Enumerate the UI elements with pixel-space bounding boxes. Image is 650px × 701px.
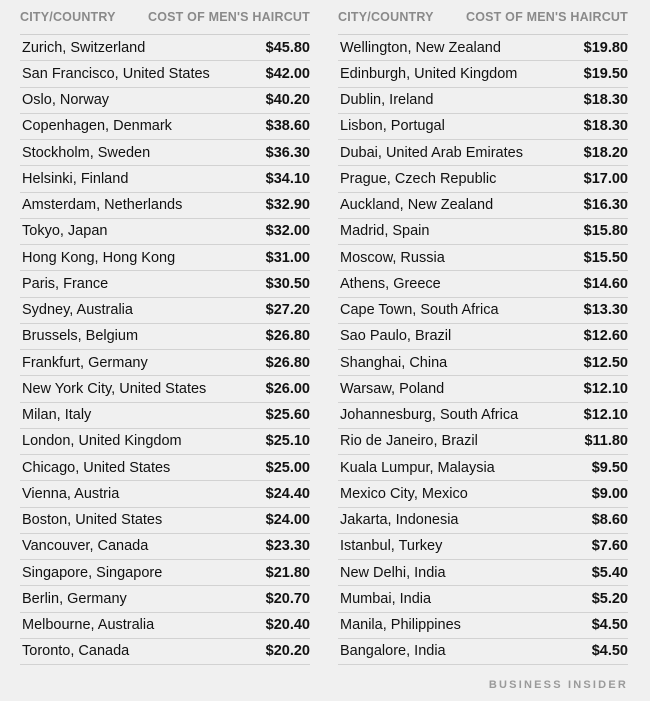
city-cell: Edinburgh, United Kingdom [340, 65, 518, 82]
price-cell: $25.10 [265, 433, 310, 450]
city-cell: Cape Town, South Africa [340, 302, 499, 319]
price-cell: $18.30 [583, 118, 628, 135]
table-row [20, 271, 310, 297]
price-cell: $36.30 [265, 144, 310, 161]
price-cell: $24.40 [265, 485, 310, 502]
city-cell: Paris, France [22, 275, 109, 292]
price-cell: $42.00 [265, 65, 310, 82]
table-row [338, 193, 628, 219]
price-cell: $18.20 [583, 144, 628, 161]
table-row [20, 140, 310, 166]
city-cell: Prague, Czech Republic [340, 170, 497, 187]
city-cell: Warsaw, Poland [340, 380, 445, 397]
price-cell: $21.80 [265, 564, 310, 581]
city-cell: Chicago, United States [22, 459, 171, 476]
price-cell: $12.10 [583, 380, 628, 397]
table-row [338, 639, 628, 665]
table-row [20, 114, 310, 140]
table-row [20, 61, 310, 87]
table-row [338, 35, 628, 61]
price-cell: $4.50 [591, 643, 628, 660]
table-header-right [338, 0, 628, 35]
price-cell: $20.20 [265, 643, 310, 660]
table-row [338, 298, 628, 324]
table-row [338, 166, 628, 192]
table-row [20, 508, 310, 534]
price-cell: $23.30 [265, 538, 310, 555]
city-cell: Madrid, Spain [340, 223, 430, 240]
table-row [338, 586, 628, 612]
city-cell: Zurich, Switzerland [22, 39, 146, 56]
price-cell: $12.50 [583, 354, 628, 371]
price-cell: $17.00 [583, 170, 628, 187]
city-cell: Singapore, Singapore [22, 564, 163, 581]
price-cell: $40.20 [265, 92, 310, 109]
price-cell: $32.00 [265, 223, 310, 240]
city-cell: Oslo, Norway [22, 92, 110, 109]
table-row [338, 140, 628, 166]
city-cell: Rio de Janeiro, Brazil [340, 433, 478, 450]
city-cell: Boston, United States [22, 512, 163, 529]
table-row [20, 88, 310, 114]
city-cell: Stockholm, Sweden [22, 144, 151, 161]
price-cell: $20.70 [265, 590, 310, 607]
city-cell: Lisbon, Portugal [340, 118, 445, 135]
city-cell: Helsinki, Finland [22, 170, 129, 187]
price-cell: $12.10 [583, 407, 628, 424]
table-row [20, 324, 310, 350]
table-row [20, 586, 310, 612]
price-cell: $31.00 [265, 249, 310, 266]
table-row [20, 560, 310, 586]
table-row [20, 534, 310, 560]
table-row [338, 324, 628, 350]
city-cell: Jakarta, Indonesia [340, 512, 459, 529]
table-row [20, 481, 310, 507]
city-column-header: CITY/COUNTRY [20, 10, 116, 24]
city-cell: San Francisco, United States [22, 65, 210, 82]
city-cell: Mumbai, India [340, 590, 432, 607]
city-cell: Melbourne, Australia [22, 617, 155, 634]
price-cell: $12.60 [583, 328, 628, 345]
city-column-header: CITY/COUNTRY [338, 10, 434, 24]
table-row [20, 245, 310, 271]
table-row [20, 613, 310, 639]
table-row [20, 298, 310, 324]
price-cell: $9.50 [591, 459, 628, 476]
table-row [20, 193, 310, 219]
table-row [20, 219, 310, 245]
table-row [338, 245, 628, 271]
price-cell: $5.20 [591, 590, 628, 607]
city-cell: New Delhi, India [340, 564, 446, 581]
table-row [338, 455, 628, 481]
price-cell: $16.30 [583, 197, 628, 214]
table-row [338, 560, 628, 586]
city-cell: Wellington, New Zealand [340, 39, 501, 56]
table-row [20, 35, 310, 61]
city-cell: Mexico City, Mexico [340, 485, 468, 502]
table-row [20, 403, 310, 429]
price-cell: $15.50 [583, 249, 628, 266]
table-row [338, 219, 628, 245]
table-row [338, 403, 628, 429]
city-cell: London, United Kingdom [22, 433, 182, 450]
price-cell: $8.60 [591, 512, 628, 529]
price-cell: $27.20 [265, 302, 310, 319]
city-cell: Copenhagen, Denmark [22, 118, 172, 135]
price-cell: $30.50 [265, 275, 310, 292]
city-cell: Amsterdam, Netherlands [22, 197, 183, 214]
price-cell: $19.50 [583, 65, 628, 82]
price-cell: $11.80 [584, 433, 628, 450]
table-row [338, 61, 628, 87]
price-cell: $14.60 [583, 275, 628, 292]
price-cell: $38.60 [265, 118, 310, 135]
city-cell: Dublin, Ireland [340, 92, 434, 109]
city-cell: Istanbul, Turkey [340, 538, 443, 555]
price-cell: $13.30 [583, 302, 628, 319]
table-left [20, 0, 310, 665]
price-cell: $19.80 [583, 39, 628, 56]
price-cell: $4.50 [591, 617, 628, 634]
table-row [20, 376, 310, 402]
city-cell: Athens, Greece [340, 275, 441, 292]
table-row [20, 429, 310, 455]
city-cell: Bangalore, India [340, 643, 446, 660]
table-row [338, 114, 628, 140]
table-row [338, 613, 628, 639]
city-cell: Tokyo, Japan [22, 223, 108, 240]
price-cell: $45.80 [265, 39, 310, 56]
city-cell: New York City, United States [22, 380, 207, 397]
table-row [20, 166, 310, 192]
price-cell: $18.30 [583, 92, 628, 109]
table-row [338, 376, 628, 402]
table-row [20, 455, 310, 481]
table-row [338, 508, 628, 534]
price-cell: $26.00 [265, 380, 310, 397]
table-row [338, 350, 628, 376]
table-row [338, 88, 628, 114]
city-cell: Vienna, Austria [22, 485, 120, 502]
price-cell: $7.60 [591, 538, 628, 555]
city-cell: Brussels, Belgium [22, 328, 139, 345]
city-cell: Toronto, Canada [22, 643, 130, 660]
rows-right [338, 35, 628, 665]
price-cell: $24.00 [265, 512, 310, 529]
table-row [20, 350, 310, 376]
city-cell: Vancouver, Canada [22, 538, 149, 555]
price-cell: $34.10 [265, 170, 310, 187]
table-row [20, 639, 310, 665]
price-cell: $5.40 [591, 564, 628, 581]
table-right [338, 0, 628, 665]
price-cell: $25.60 [265, 407, 310, 424]
city-cell: Sao Paulo, Brazil [340, 328, 452, 345]
city-cell: Kuala Lumpur, Malaysia [340, 459, 495, 476]
city-cell: Frankfurt, Germany [22, 354, 148, 371]
price-cell: $26.80 [265, 354, 310, 371]
table-row [338, 271, 628, 297]
city-cell: Berlin, Germany [22, 590, 127, 607]
city-cell: Johannesburg, South Africa [340, 407, 519, 424]
city-cell: Shanghai, China [340, 354, 448, 371]
price-cell: $20.40 [265, 617, 310, 634]
price-cell: $32.90 [265, 197, 310, 214]
table-header-left [20, 0, 310, 35]
price-column-header: COST OF MEN'S HAIRCUT [465, 10, 628, 24]
price-cell: $25.00 [265, 459, 310, 476]
price-cell: $9.00 [591, 485, 628, 502]
city-cell: Auckland, New Zealand [340, 197, 494, 214]
table-row [338, 481, 628, 507]
city-cell: Milan, Italy [22, 407, 92, 424]
table-row [338, 534, 628, 560]
source-logo: BUSINESS INSIDER [488, 679, 628, 691]
table-row [338, 429, 628, 455]
rows-left [20, 35, 310, 665]
city-cell: Manila, Philippines [340, 617, 461, 634]
city-cell: Dubai, United Arab Emirates [340, 144, 523, 161]
price-column-header: COST OF MEN'S HAIRCUT [147, 10, 310, 24]
city-cell: Hong Kong, Hong Kong [22, 249, 176, 266]
city-cell: Sydney, Australia [22, 302, 133, 319]
price-cell: $26.80 [265, 328, 310, 345]
price-cell: $15.80 [583, 223, 628, 240]
city-cell: Moscow, Russia [340, 249, 445, 266]
